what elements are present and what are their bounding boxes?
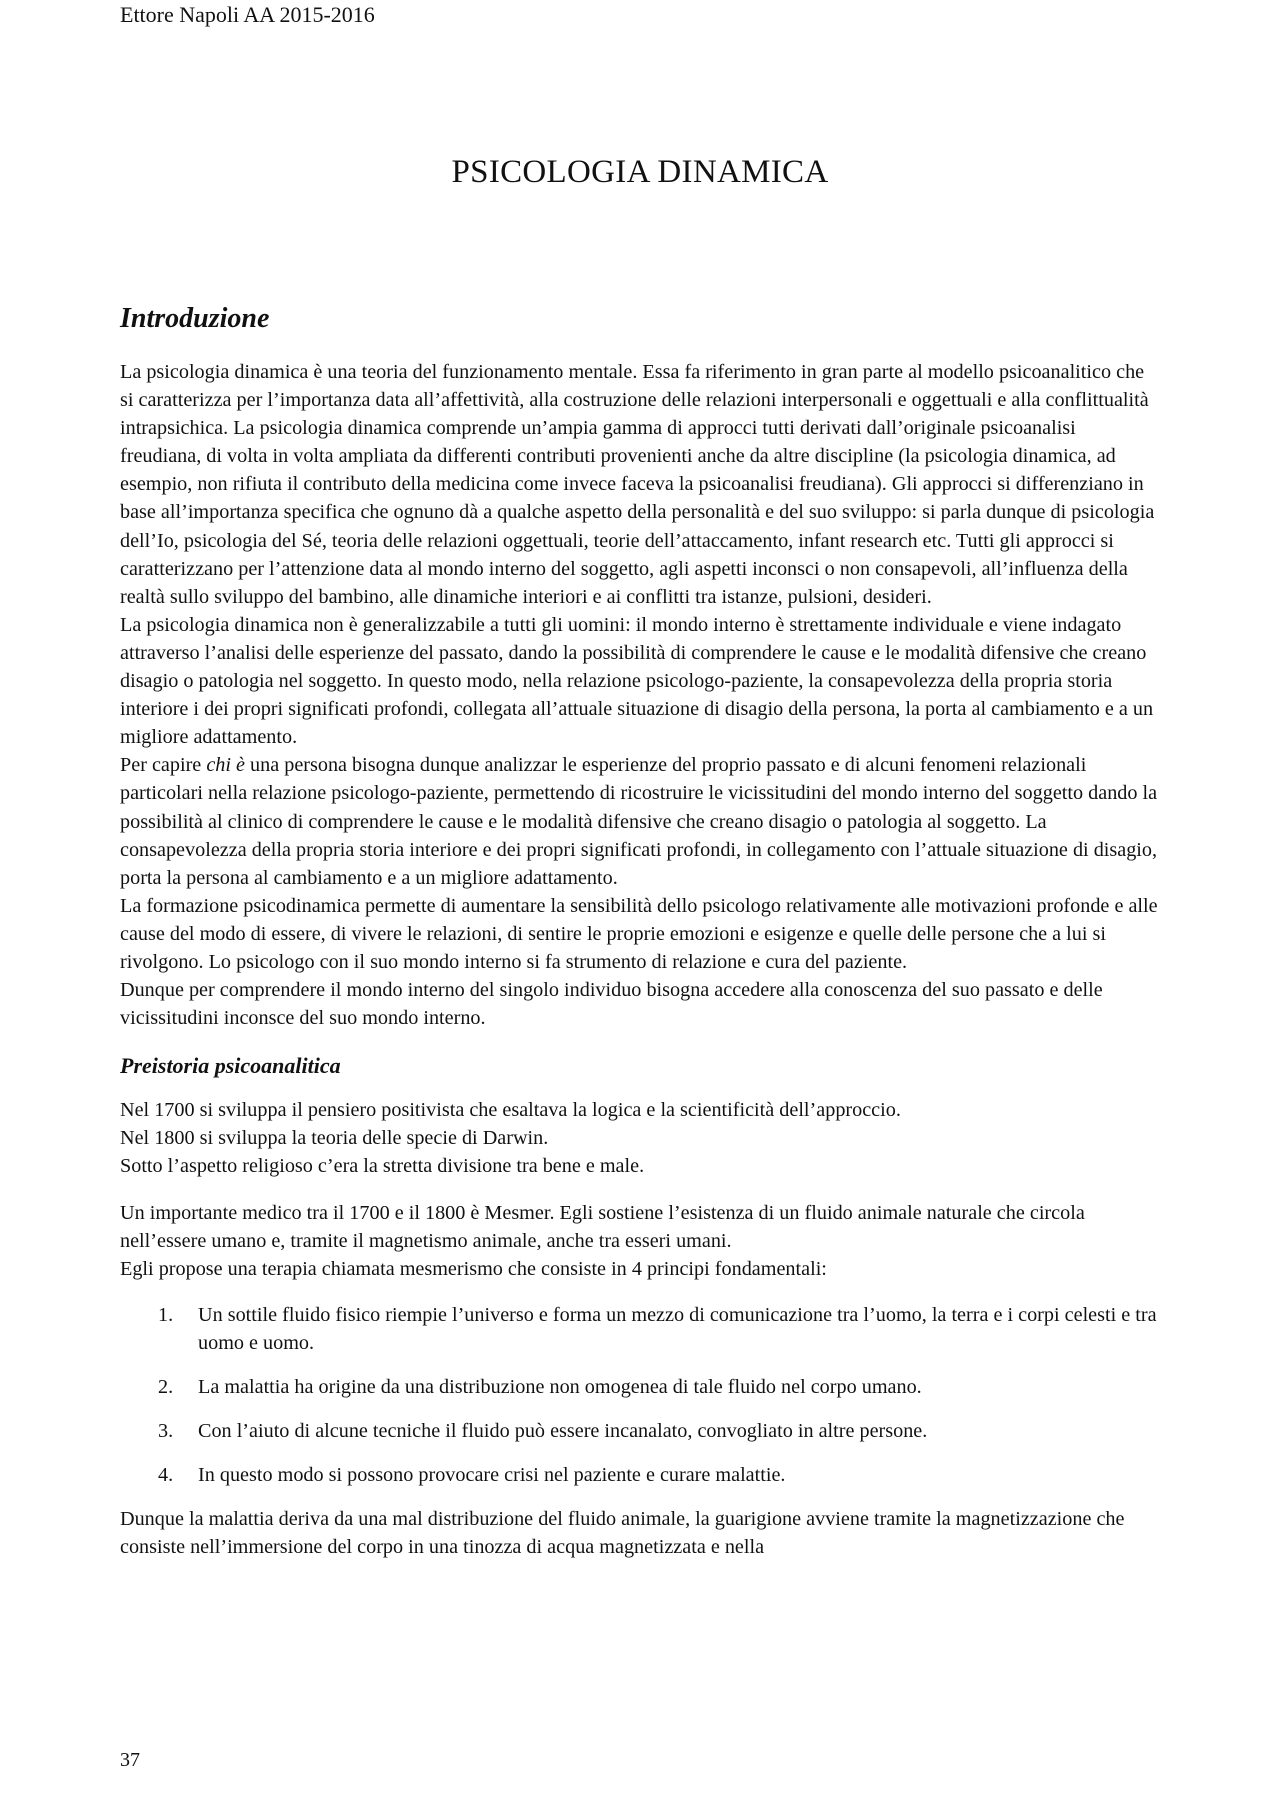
- running-header: Ettore Napoli AA 2015-2016: [120, 2, 375, 27]
- emphasis-chi-e: chi è: [206, 754, 245, 777]
- list-item: [120, 1461, 1160, 1489]
- list-item-number: 4.: [158, 1464, 174, 1487]
- list-item-number: 3.: [158, 1420, 174, 1443]
- preistoria-line-2: Nel 1800 si sviluppa la teoria delle specie di Darwin.: [120, 1127, 549, 1150]
- list-item-number: 1.: [158, 1303, 174, 1326]
- list-item-number: 2.: [158, 1376, 174, 1398]
- list-item-text: Con l’aiuto di alcune tecniche il fluido può essere incanalato, convogliato in altre persone.: [198, 1420, 928, 1443]
- intro-paragraph-5: Dunque per comprendere il mondo interno del singolo individuo bisogna accedere alla conoscenza del suo passato e delle vicissitudini inconsce del suo mondo interno.: [120, 979, 1103, 1030]
- list-item: [120, 1373, 1160, 1401]
- intro-paragraph-3: [120, 751, 1160, 891]
- document-title: PSICOLOGIA DINAMICA: [451, 154, 829, 190]
- intro-paragraph-3-rest: una persona bisogna dunque analizzar le esperienze del proprio passato e di alcuni fenomeni relazionali particolari nella relazione psicologo-paziente, permettendo di ricostruire le vicissitudini del mondo interno del soggetto dando la possibilità al clinico di comprendere le cause e le modalità difensive che creano disagio o patologia al soggetto. La consapevolezza della propria storia interiore e dei propri significati profondi, in collegamento con l’attuale situazione di disagio, porta la persona al cambiamento e a un migliore adattamento.: [120, 754, 1158, 889]
- mesmer-paragraph-1: Un importante medico tra il 1700 e il 1800 è Mesmer. Egli sostiene l’esistenza di un fluido animale naturale che circola nell’essere umano e, tramite il magnetismo animale, anche tra esseri umani.: [120, 1201, 1085, 1252]
- mesmer-paragraph-2: Egli propose una terapia chiamata mesmerismo che consiste in 4 principi fondamentali:: [120, 1257, 827, 1280]
- list-item-text: Un sottile fluido fisico riempie l’universo e forma un mezzo di comunicazione tra l’uomo, la terra e i corpi celesti e tra uomo e uomo.: [198, 1303, 1157, 1354]
- section-heading-introduzione: Introduzione: [120, 303, 270, 334]
- intro-paragraph-1: La psicologia dinamica è una teoria del funzionamento mentale. Essa fa riferimento in gran parte al modello psicoanalitico che si caratterizza per l’importanza data all’affettività, alla costruzione delle relazioni interpersonali e oggettuali e alla conflittualità intrapsichica. La psicologia dinamica comprende un’ampia gamma di approcci tutti derivati dall’originale psicoanalisi freudiana, di volta in volta ampliata da differenti contributi provenienti anche da altre discipline (la psicologia dinamica, ad esempio, non rifiuta il contributo della medicina come invece faceva la psicoanalisi freudiana). Gli approcci si differenziano in base all’importanza specifica che ognuno dà a qualche aspetto della personalità e del suo sviluppo: si parla dunque di psicologia dell’Io, psicologia del Sé, teoria delle relazioni oggettuali, teorie dell’attaccamento, infant research etc. Tutti gli approcci si caratterizzano per l’attenzione data al mondo interno del soggetto, agli aspetti inconsci o non consapevoli, all’influenza della realtà sullo sviluppo del bambino, alle dinamiche interiori e ai conflitti tra istanze, pulsioni, desideri.: [120, 361, 1155, 608]
- intro-paragraph-4: La formazione psicodinamica permette di aumentare la sensibilità dello psicologo relativamente alle motivazioni profonde e alle cause del modo di essere, di vivere le relazioni, di sentire le proprie emozioni e esigenze e quelle delle persone che a lui si rivolgono. Lo psicologo con il suo mondo interno si fa strumento di relazione e cura del paziente.: [120, 894, 1158, 973]
- list-item: [120, 1301, 1160, 1357]
- list-item-text: In questo modo si possono provocare crisi nel paziente e curare malattie.: [198, 1464, 786, 1487]
- preistoria-line-1: Nel 1700 si sviluppa il pensiero positivista che esaltava la logica e la scientificità dell’approccio.: [120, 1099, 901, 1122]
- list-item-text: La malattia ha origine da una distribuzione non omogenea di tale fluido nel corpo umano.: [198, 1376, 922, 1398]
- closing-paragraph: Dunque la malattia deriva da una mal distribuzione del fluido animale, la guarigione avviene tramite la magnetizzazione che consiste nell’immersione del corpo in una tinozza di acqua magnetizzata e nella: [120, 1508, 1125, 1559]
- mesmer-principles-list: [120, 1301, 1160, 1489]
- subsection-heading-preistoria: Preistoria psicoanalitica: [120, 1053, 341, 1079]
- page-number: 37: [120, 1749, 140, 1771]
- document-body: [120, 302, 1160, 1561]
- spacer: [120, 1181, 1160, 1199]
- list-item: [120, 1417, 1160, 1445]
- preistoria-line-3: Sotto l’aspetto religioso c’era la stretta divisione tra bene e male.: [120, 1155, 645, 1178]
- intro-paragraph-2: La psicologia dinamica non è generalizzabile a tutti gli uomini: il mondo interno è strettamente individuale e viene indagato attraverso l’analisi delle esperienze del passato, dando la possibilità di comprendere le cause e le modalità difensive che creano disagio o patologia nel soggetto. In questo modo, nella relazione psicologo-paziente, la consapevolezza della propria storia interiore i dei propri significati profondi, collegata all’attuale situazione di disagio della persona, la porta al cambiamento e a un migliore adattamento.: [120, 613, 1154, 749]
- spacer: [120, 1032, 1160, 1052]
- intro-paragraph-3-start: Per capire: [120, 754, 207, 777]
